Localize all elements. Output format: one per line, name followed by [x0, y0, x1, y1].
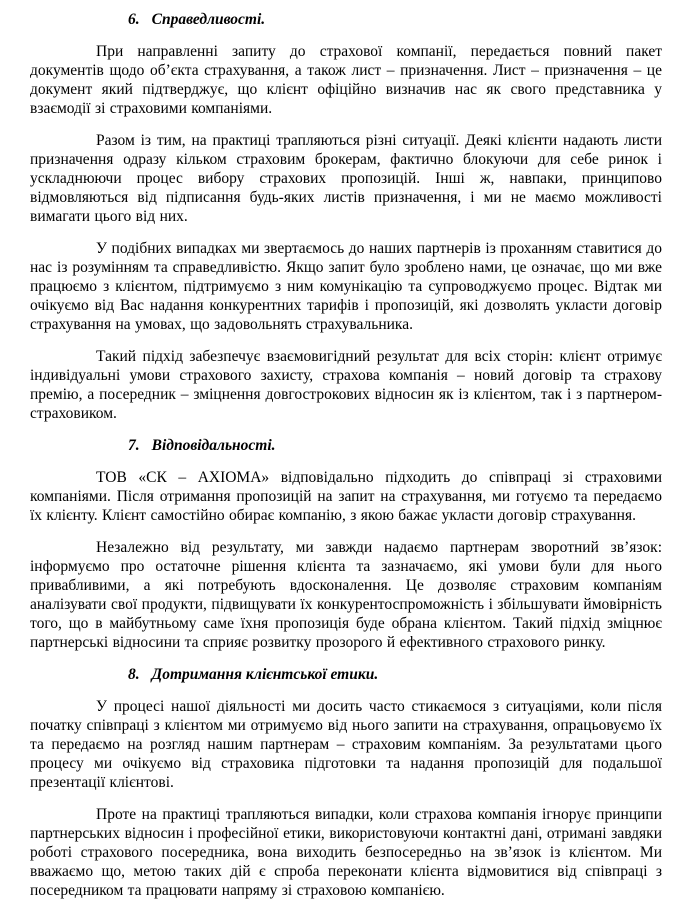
paragraph: Незалежно від результату, ми завжди надаємо партнерам зворотний зв’язок: інформуємо про остаточне рішення клієнта та зазначаємо, які умови були для нього привабливими, а які потребують вдосконалення. Це дозволяє страховим компаніям аналізувати свої продукти, підвищувати їх конкурентоспроможність і збільшувати ймовірність того, що в майбутньому саме їхня пропозиція буде обрана клієнтом. Такий підхід зміцнює партнерські відносини та сприяє розвитку прозорого й ефективного страхового ринку.: [30, 539, 662, 651]
heading-number: 7.: [128, 437, 140, 454]
paragraph: ТОВ «СК – АХІОМА» відповідально підходить до співпраці зі страховими компаніями. Після отримання пропозицій на запит на страхування, ми готуємо та передаємо їх клієнту. Клієнт самостійно обирає компанію, з якою бажає укласти договір страхування.: [30, 469, 662, 524]
section-heading: [128, 10, 662, 29]
section-8: [30, 665, 662, 900]
section-7: [30, 436, 662, 652]
paragraph: У процесі нашої діяльності ми досить часто стикаємося з ситуаціями, коли після початку співпраці з клієнтом ми отримуємо від нього запити на страхування, опрацьовуємо їх та передаємо на розгляд нашим партнерам – страховим компаніям. За результатами цього процесу ми очікуємо від страховика підготовки та надання пропозицій для подальшої презентації клієнтові.: [30, 698, 662, 791]
paragraph: Такий підхід забезпечує взаємовигідний результат для всіх сторін: клієнт отримує індивідуальні умови страхового захисту, страхова компанія – новий договір та страхову премію, а посередник – зміцнення довгострокових відносин як із клієнтом, так і з партнером-страховиком.: [30, 348, 662, 422]
heading-title: Справедливості.: [151, 11, 266, 28]
heading-title: Відповідальності.: [151, 437, 276, 454]
section-heading: [128, 665, 662, 684]
paragraph: При направленні запиту до страхової компанії, передається повний пакет документів щодо об’єкта страхування, а також лист – призначення. Лист – призначення – це документ який підтверджує, що клієнт офіційно визначив нас як свого представника у взаємодії зі страховими компаніями.: [30, 43, 662, 117]
paragraph: Проте на практиці трапляються випадки, коли страхова компанія ігнорує принципи партнерських відносин і професійної етики, використовуючи контактні дані, отримані завдяки роботі страхового посередника, вона виходить безпосередньо на зв’язок із клієнтом. Ми вважаємо що, метою таких дій є спроба переконати клієнта відмовитися від співпраці з посередником та працювати напряму зі страховою компанією.: [30, 806, 662, 899]
paragraph: У подібних випадках ми звертаємось до наших партнерів із проханням ставитися до нас із розумінням та справедливістю. Якщо запит було зроблено нами, це означає, що ми вже працюємо з клієнтом, підтримуємо з ним комунікацію та супроводжуємо процес. Відтак ми очікуємо від Вас надання конкурентних тарифів і пропозицій, які дозволять укласти договір страхування на умовах, що задовольнять страхувальника.: [30, 240, 662, 333]
heading-number: 8.: [128, 666, 140, 683]
section-6: [30, 10, 662, 423]
paragraph: Разом із тим, на практиці трапляються різні ситуації. Деякі клієнти надають листи призначення одразу кільком страховим брокерам, фактично блокуючи для себе ринок і ускладнюючи процес вибору страхових пропозицій. Інші ж, навпаки, принципово відмовляються від підписання будь-яких листів призначення, і ми не маємо можливості вимагати цього від них.: [30, 132, 662, 225]
heading-title: Дотримання клієнтської етики.: [151, 666, 379, 683]
heading-number: 6.: [128, 11, 140, 28]
section-heading: [128, 436, 662, 455]
